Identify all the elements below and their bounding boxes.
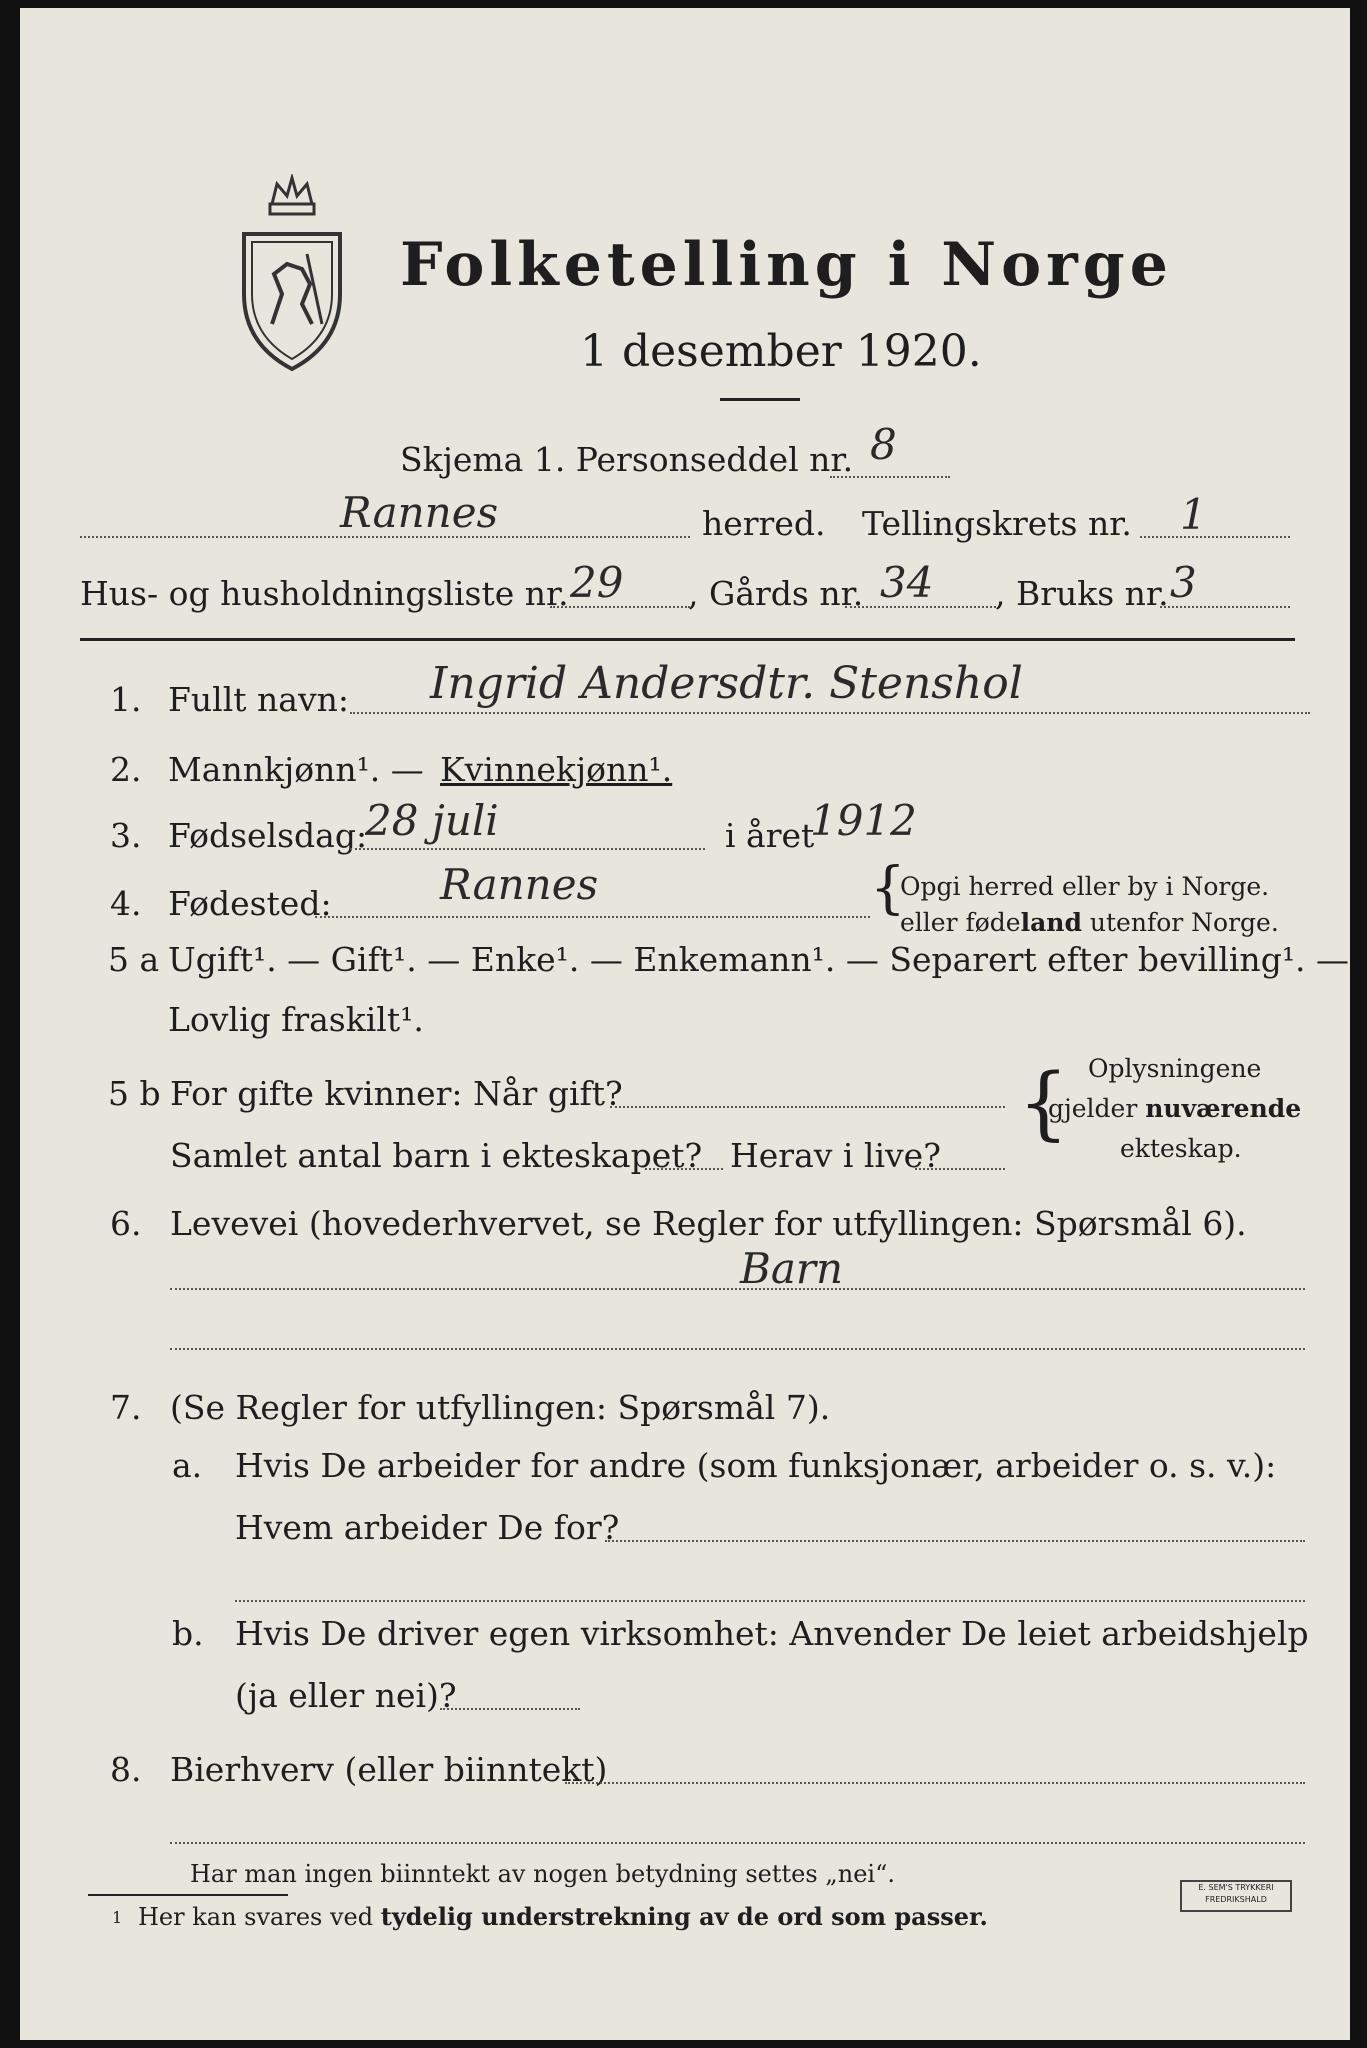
- q4-value: Rannes: [440, 860, 599, 909]
- printer-stamp: E. SEM'S TRYKKERI FREDRIKSHALD: [1180, 1880, 1292, 1912]
- title-divider: [720, 398, 800, 401]
- header-divider: [80, 638, 1295, 641]
- schema-label: Skjema 1. Personseddel nr.: [400, 440, 854, 479]
- q7a-letter: a.: [172, 1446, 203, 1485]
- q3-label: Fødselsdag:: [168, 816, 368, 855]
- tellingskrets-line: [1140, 536, 1290, 538]
- q1-number: 1.: [110, 680, 142, 719]
- form-title: Folketelling i Norge: [400, 230, 1173, 300]
- q1-value: Ingrid Andersdtr. Stenshol: [430, 658, 1023, 709]
- q6-line-2: [170, 1348, 1305, 1350]
- q3-year-label: i året: [725, 816, 815, 855]
- q7b-line1: Hvis De driver egen virksomhet: Anvender De leiet arbeidshjelp: [235, 1614, 1309, 1653]
- q3-year-value: 1912: [810, 796, 917, 845]
- q5b-note-1: Oplysningene: [1088, 1054, 1262, 1083]
- q4-brace: {: [870, 856, 906, 921]
- gards-label: , Gårds nr.: [688, 574, 864, 613]
- footnote-rule: [88, 1894, 288, 1896]
- q5b-alive-line: [915, 1168, 1005, 1170]
- bruks-label: , Bruks nr.: [995, 574, 1169, 613]
- q5b-children-label: Samlet antal barn i ekteskapet?: [170, 1136, 703, 1175]
- q5b-when-married-label: For gifte kvinner: Når gift?: [170, 1074, 623, 1113]
- q7a-answer-line-2: [235, 1600, 1305, 1602]
- footnote-number: 1: [112, 1908, 123, 1927]
- q2-male-label: Mannkjønn¹. —: [168, 750, 424, 789]
- q5b-note-2: gjelder nuværende: [1048, 1094, 1302, 1123]
- q7-label: (Se Regler for utfyllingen: Spørsmål 7).: [170, 1388, 831, 1427]
- q6-label: Levevei (hovederhvervet, se Regler for utfyllingen: Spørsmål 6).: [170, 1204, 1247, 1243]
- coat-of-arms-icon: [232, 174, 352, 374]
- q6-value: Barn: [740, 1244, 844, 1293]
- q1-line: [350, 712, 1310, 714]
- q7a-line2: Hvem arbeider De for?: [235, 1508, 620, 1547]
- q5b-note-3: ekteskap.: [1120, 1134, 1242, 1163]
- q5a-line1: Ugift¹. — Gift¹. — Enke¹. — Enkemann¹. — Separert efter bevilling¹. —: [168, 940, 1350, 979]
- q8-label: Bierhverv (eller biinntekt): [170, 1750, 608, 1789]
- bruks-value: 3: [1170, 558, 1197, 607]
- census-date: 1 desember 1920.: [580, 326, 982, 377]
- q2-female-label: Kvinnekjønn¹.: [440, 750, 673, 789]
- q1-label: Fullt navn:: [168, 680, 349, 719]
- q3-value: 28 juli: [365, 796, 499, 845]
- schema-number-line: [830, 476, 950, 478]
- herred-value: Rannes: [340, 488, 499, 537]
- q4-number: 4.: [110, 884, 142, 923]
- q4-line: [315, 916, 870, 918]
- footnote-text: Her kan svares ved tydelig understrekning av de ord som passer.: [138, 1902, 988, 1931]
- q5a-line2: Lovlig fraskilt¹.: [168, 1000, 424, 1039]
- q7a-answer-line: [605, 1540, 1305, 1542]
- q8-number: 8.: [110, 1750, 142, 1789]
- biinntekt-note: Har man ingen biinntekt av nogen betydning settes „nei“.: [190, 1860, 895, 1888]
- q3-number: 3.: [110, 816, 142, 855]
- q7a-line1: Hvis De arbeider for andre (som funksjonær, arbeider o. s. v.):: [235, 1446, 1277, 1485]
- q8-line-2: [170, 1842, 1305, 1844]
- q7b-line2: (ja eller nei)?: [235, 1676, 457, 1715]
- herred-label: herred.: [702, 504, 826, 543]
- q7b-letter: b.: [172, 1614, 204, 1653]
- tellingskrets-value: 1: [1180, 490, 1207, 539]
- q5b-number: 5 b: [108, 1074, 161, 1113]
- q7b-answer-line: [440, 1708, 580, 1710]
- q4-note-1: Opgi herred eller by i Norge.: [900, 872, 1270, 901]
- q5a-number: 5 a: [108, 940, 160, 979]
- q5b-brace: {: [1018, 1056, 1069, 1149]
- q7-number: 7.: [110, 1388, 142, 1427]
- q5b-when-married-line: [610, 1106, 1005, 1108]
- census-form: [20, 8, 1350, 2040]
- q2-number: 2.: [110, 750, 142, 789]
- q5b-alive-label: Herav i live?: [730, 1136, 941, 1175]
- q6-number: 6.: [110, 1204, 142, 1243]
- q5b-children-line: [645, 1168, 723, 1170]
- tellingskrets-label: Tellingskrets nr.: [862, 504, 1132, 543]
- q3-line: [350, 848, 705, 850]
- q4-label: Fødested:: [168, 884, 332, 923]
- liste-label: Hus- og husholdningsliste nr.: [80, 574, 569, 613]
- gards-value: 34: [880, 558, 934, 607]
- q6-line-1: [170, 1288, 1305, 1290]
- schema-number: 8: [870, 420, 897, 469]
- q8-line-1: [565, 1782, 1305, 1784]
- q4-note-2: eller fødeland utenfor Norge.: [900, 908, 1279, 937]
- liste-value: 29: [570, 558, 624, 607]
